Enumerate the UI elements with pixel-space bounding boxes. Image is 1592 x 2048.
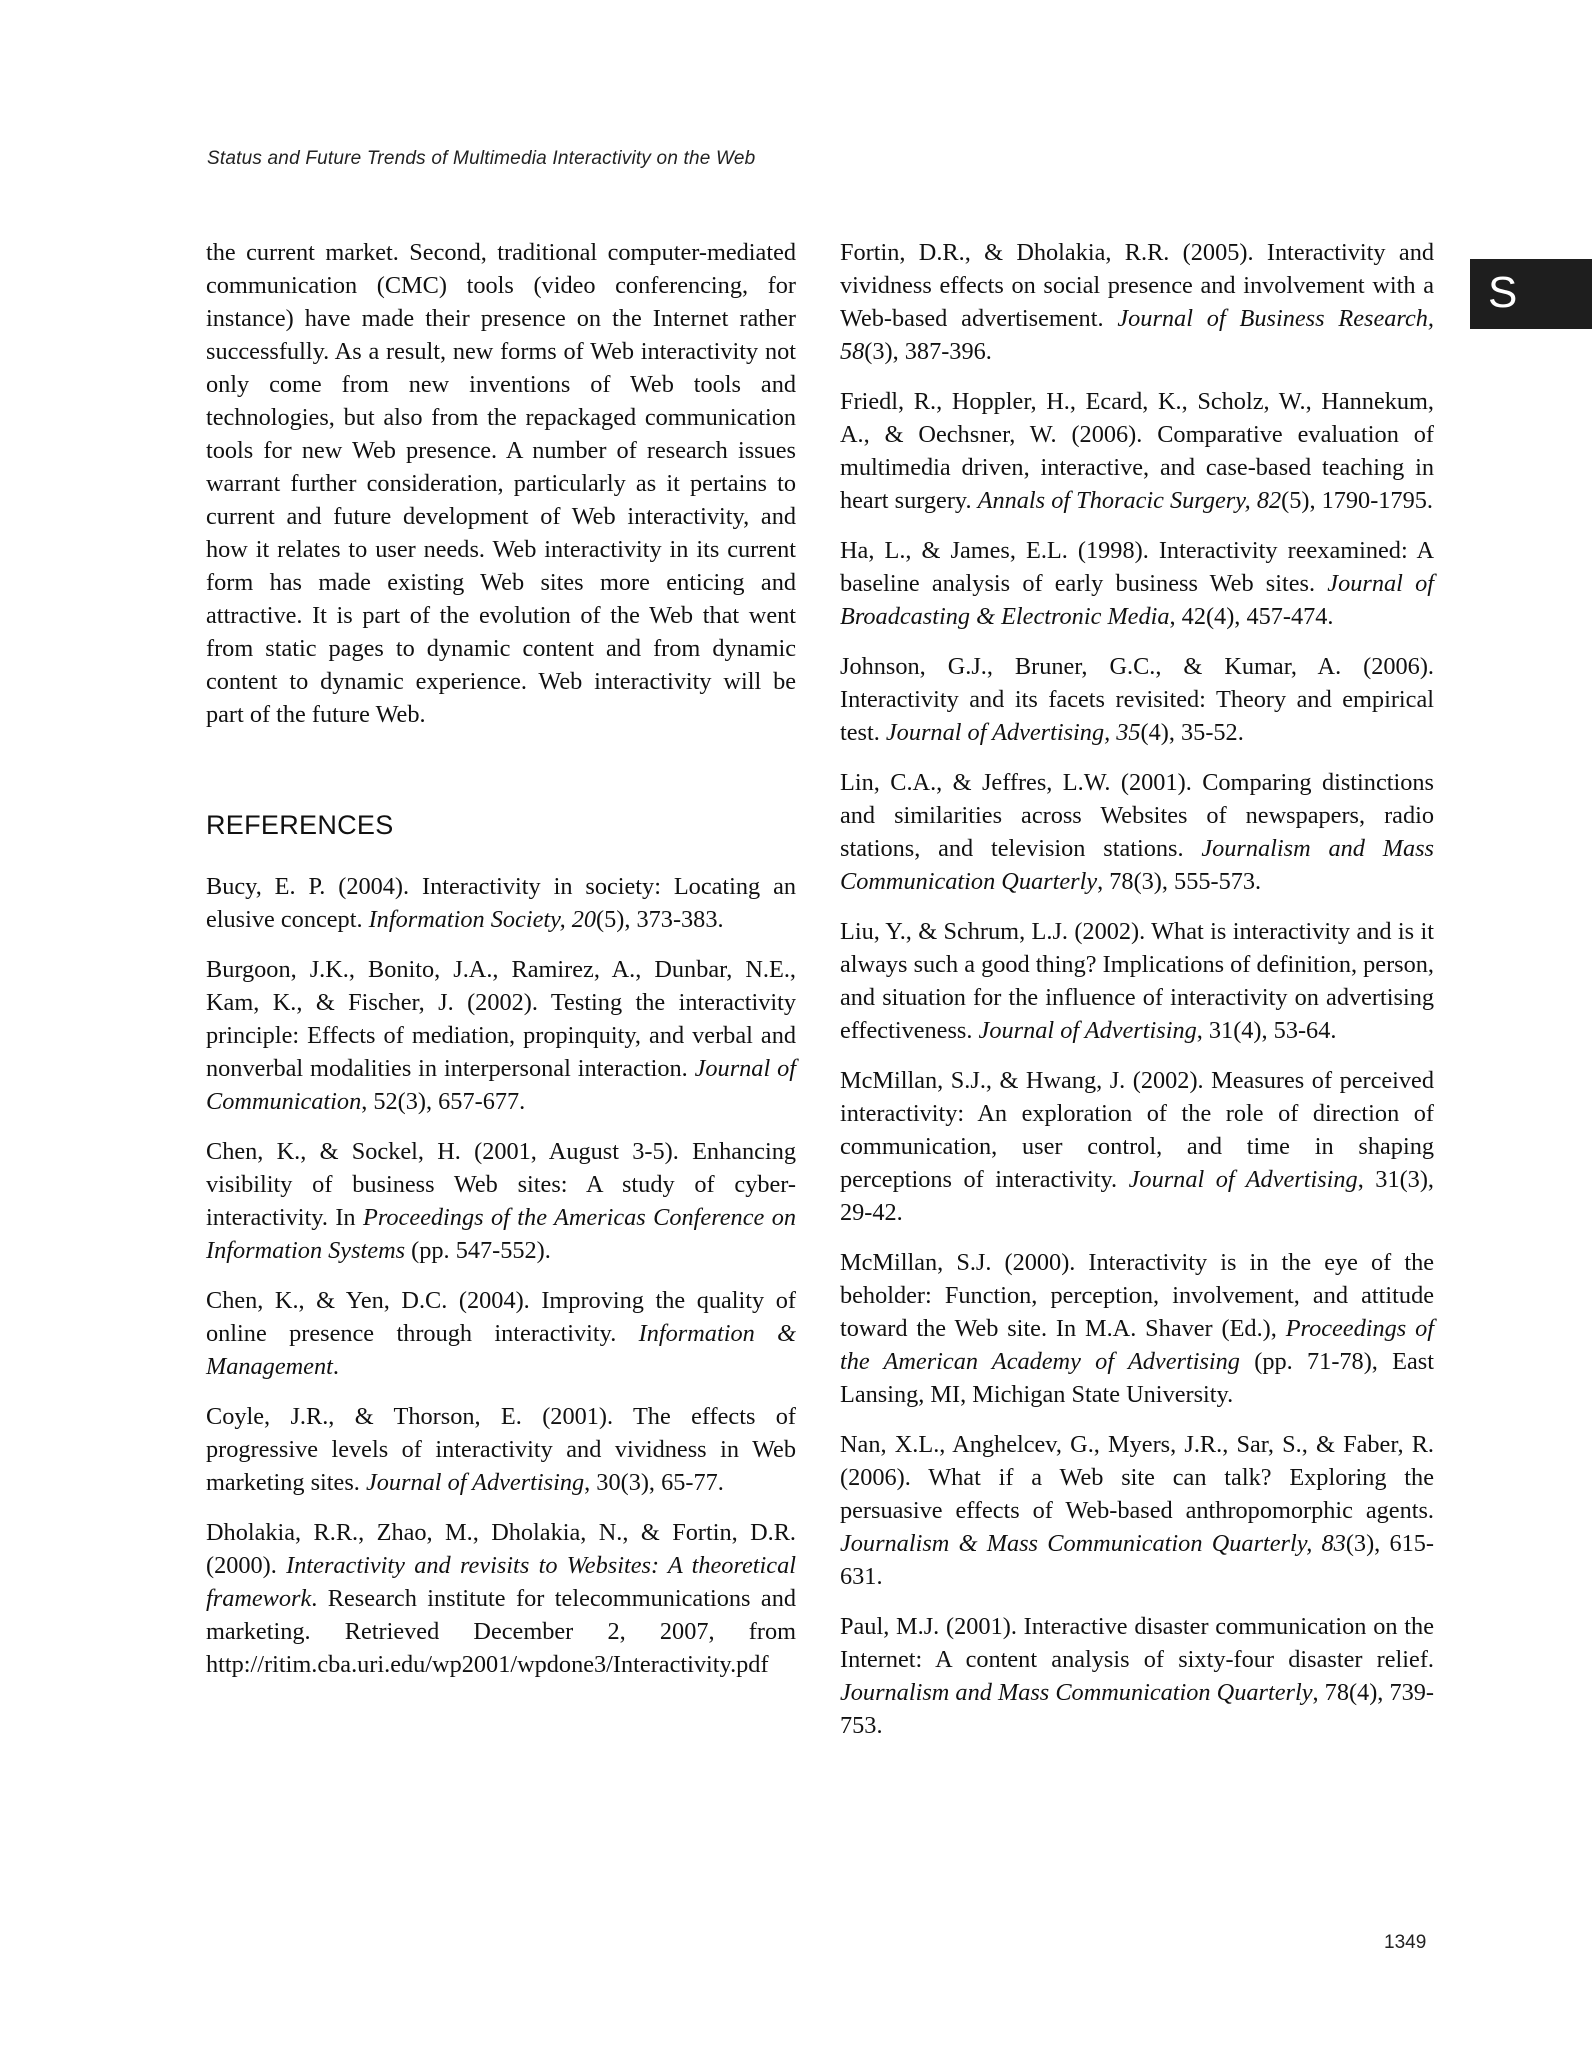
reference-entry: Paul, M.J. (2001). Interactive disaster communication on the Internet: A content analysis of sixty-four disaster relief. Journalism and Mass Communication Quarterly, 78(4), 739-753.: [840, 1613, 1434, 1739]
reference-entry: Liu, Y., & Schrum, L.J. (2002). What is interactivity and is it always such a good thing? Implications of definition, person, and situation for the influence of interactivity on advertising effectiveness. Journal of Advertising, 31(4), 53-64.: [840, 918, 1434, 1044]
reference-entry: Fortin, D.R., & Dholakia, R.R. (2005). Interactivity and vividness effects on social presence and involvement with a Web-based advertisement. Journal of Business Research, 58(3), 387-396.: [840, 239, 1434, 365]
reference-entry: Bucy, E. P. (2004). Interactivity in society: Locating an elusive concept. Information Society, 20(5), 373-383.: [206, 873, 796, 933]
reference-entry: Chen, K., & Sockel, H. (2001, August 3-5). Enhancing visibility of business Web sites: A study of cyber-interactivity. In Proceedings of the Americas Conference on Information Systems (pp. 547-552).: [206, 1138, 797, 1264]
reference-entry: Lin, C.A., & Jeffres, L.W. (2001). Comparing distinctions and similarities across Websites of newspapers, radio stations, and television stations. Journalism and Mass Communication Quarterly, 78(3), 555-573.: [840, 769, 1434, 895]
references-list-left: [206, 870, 796, 1681]
reference-entry: Chen, K., & Yen, D.C. (2004). Improving the quality of online presence through interactivity. Information & Management.: [206, 1287, 797, 1380]
section-tab-marker: [1470, 259, 1592, 329]
running-header: Status and Future Trends of Multimedia Interactivity on the Web: [207, 148, 756, 169]
right-column: [840, 236, 1434, 1759]
section-tab-letter: S: [1488, 268, 1518, 317]
reference-entry: McMillan, S.J. (2000). Interactivity is in the eye of the beholder: Function, perception, involvement, and attitude toward the Web site. In M.A. Shaver (Ed.), Proceedings of the American Academy of Advertising (pp. 71-78), East Lansing, MI, Michigan State University.: [840, 1249, 1434, 1408]
reference-entry: Coyle, J.R., & Thorson, E. (2001). The effects of progressive levels of interactivity and vividness in Web marketing sites. Journal of Advertising, 30(3), 65-77.: [206, 1403, 796, 1496]
reference-entry: Burgoon, J.K., Bonito, J.A., Ramirez, A., Dunbar, N.E., Kam, K., & Fischer, J. (2002). Testing the interactivity principle: Effects of mediation, propinquity, and verbal and nonverbal modalities in interpersonal interaction. Journal of Communication, 52(3), 657-677.: [206, 956, 796, 1115]
reference-entry: Nan, X.L., Anghelcev, G., Myers, J.R., Sar, S., & Faber, R. (2006). What if a Web site can talk? Exploring the persuasive effects of Web-based anthropomorphic agents. Journalism & Mass Communication Quarterly, 83(3), 615-631.: [840, 1431, 1435, 1590]
reference-entry: Johnson, G.J., Bruner, G.C., & Kumar, A. (2006). Interactivity and its facets revisited: Theory and empirical test. Journal of Advertising, 35(4), 35-52.: [840, 653, 1434, 746]
page-number: 1349: [1384, 1932, 1427, 1953]
reference-entry: Ha, L., & James, E.L. (1998). Interactivity reexamined: A baseline analysis of early business Web sites. Journal of Broadcasting & Electronic Media, 42(4), 457-474.: [840, 537, 1434, 630]
reference-entry: Friedl, R., Hoppler, H., Ecard, K., Scholz, W., Hannekum, A., & Oechsner, W. (2006). Comparative evaluation of multimedia driven, interactive, and case-based teaching in heart surgery. Annals of Thoracic Surgery, 82(5), 1790-1795.: [840, 388, 1434, 514]
left-column: [206, 236, 796, 1698]
reference-entry: Dholakia, R.R., Zhao, M., Dholakia, N., & Fortin, D.R. (2000). Interactivity and revisits to Websites: A theoretical framework. Research institute for telecommunications and marketing. Retrieved December 2, 2007, from http://ritim.cba.uri.edu/wp2001/wpdone3/Interactivity.pdf: [206, 1519, 796, 1678]
references-list-right: [840, 236, 1434, 1742]
reference-entry: McMillan, S.J., & Hwang, J. (2002). Measures of perceived interactivity: An exploration of the role of direction of communication, user control, and time in shaping perceptions of interactivity. Journal of Advertising, 31(3), 29-42.: [840, 1067, 1434, 1226]
body-paragraph: the current market. Second, traditional computer-mediated communication (CMC) tools (video conferencing, for instance) have made their presence on the Internet rather successfully. As a result, new forms of Web interactivity not only come from new inventions of Web tools and technologies, but also from the repackaged communication tools for new Web presence. A number of research issues warrant further consideration, particularly as it pertains to current and future development of Web interactivity, and how it relates to user needs. Web interactivity in its current form has made existing Web sites more enticing and attractive. It is part of the evolution of the Web that went from static pages to dynamic content and from dynamic content to dynamic experience. Web interactivity will be part of the future Web.: [206, 239, 796, 728]
references-heading: REFERENCES: [206, 810, 394, 840]
